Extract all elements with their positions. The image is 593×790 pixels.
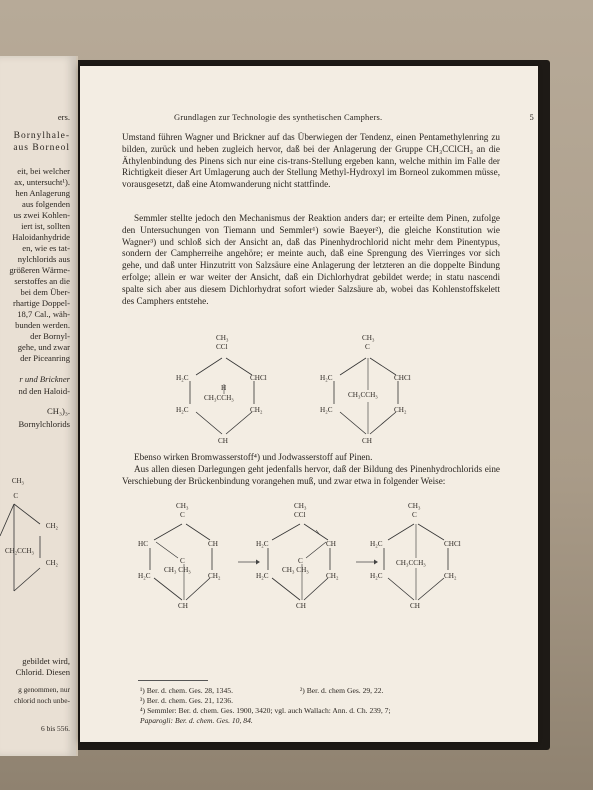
- atom-label: C: [365, 343, 370, 351]
- atom-label: CCl: [294, 511, 306, 519]
- structural-formula-1: [176, 334, 276, 449]
- footnote: ²) Ber. d. chem Ges. 29, 22.: [300, 686, 384, 695]
- atom-label: CH₃ CH₃: [164, 566, 191, 574]
- atom-label: H₂C: [256, 572, 269, 580]
- left-line: größeren Wärme-: [9, 265, 70, 275]
- left-line: Bornylhale-: [13, 131, 70, 141]
- atom-label: H₂C: [256, 540, 269, 548]
- atom-label: H₂C: [370, 540, 383, 548]
- left-footnote: 6 bis 556.: [41, 724, 70, 733]
- atom-label: H₂C: [370, 572, 383, 580]
- atom-label: CH₃: [362, 334, 375, 342]
- atom-label: CH₃: [294, 502, 307, 510]
- paragraph-1: [122, 132, 500, 191]
- left-line: us zwei Kohlen-: [13, 210, 70, 220]
- footnote: ⁴) Semmler: Ber. d. chem. Ges. 1900, 3420; vgl. auch Wallach: Ann. d. Ch. 239, 7;: [140, 706, 391, 715]
- left-formula-label: CH₂CCH₃: [5, 547, 34, 555]
- atom-label: H₂C: [320, 374, 333, 382]
- left-line: aus Borneol: [13, 143, 70, 153]
- atom-label: CH: [218, 437, 228, 445]
- footnote: Paparogli: Ber. d. chem. Ges. 10, 84.: [140, 716, 253, 725]
- atom-label: H₂C: [138, 572, 151, 580]
- paragraph-text: Aus allen diesen Darlegungen geht jedenfalls hervor, daß der Bildung des Pinenhydrochlorids eine Verschiebung der Brückenbindung vorangehen muß, und zwar etwa in folgender Weise:: [122, 464, 500, 486]
- atom-label: CH₃CCH₃: [348, 391, 378, 399]
- left-line: hen Anlagerung: [15, 188, 70, 198]
- left-footnote: chlorid noch unbe-: [14, 696, 70, 705]
- left-line: ers.: [57, 112, 70, 122]
- atom-label: CH₃: [408, 502, 421, 510]
- left-formula-label: CH₂: [45, 559, 58, 567]
- atom-label: H: [221, 384, 227, 392]
- page-number: 5: [529, 112, 534, 122]
- atom-label: CH: [178, 602, 188, 610]
- paragraph-2: [122, 213, 500, 307]
- atom-label: CH₃CCH₃: [204, 394, 234, 402]
- structural-formula-2: [320, 334, 420, 449]
- footnote-rule: [138, 680, 208, 681]
- atom-label: CH₃CCH₃: [396, 559, 426, 567]
- left-line: gebildet wird,: [22, 656, 70, 666]
- atom-label: CH: [326, 540, 336, 548]
- left-line: Bornylchlorids: [18, 419, 70, 429]
- left-line: gehe, und zwar: [17, 342, 70, 352]
- left-line: bei dem Über-: [20, 287, 70, 297]
- left-facing-page: [0, 56, 78, 756]
- running-header: [174, 112, 534, 122]
- atom-label: CH₃: [176, 502, 189, 510]
- atom-label: CH₂: [326, 572, 339, 580]
- footnote: ¹) Ber. d. chem. Ges. 28, 1345.: [140, 686, 233, 695]
- paragraph-4: [122, 464, 500, 488]
- atom-label: H₂C: [320, 406, 333, 414]
- left-line: ax, untersucht¹).: [14, 177, 70, 187]
- paragraph-3: [122, 452, 500, 464]
- left-line: der Bornyl-: [30, 331, 70, 341]
- left-line: Chlorid. Diesen: [15, 667, 70, 677]
- atom-label: C: [298, 557, 303, 565]
- atom-label: C: [180, 511, 185, 519]
- left-line: rhartige Doppel-: [12, 298, 70, 308]
- atom-label: CHCl: [444, 540, 461, 548]
- paragraph-text: Umstand führen Wagner und Brickner auf das Überwiegen der Tendenz, einen Pentamethylenring zu bilden, zurück und heben zugleich hervor, daß bei der Anlagerung der Gruppe CH₃CClCH₃ an die Äthylenbindung des Pinens sich nur eine cis-trans-Stellung ergeben kann, welche mithin im Falle der Richtigkeit dieser Art Umlagerung auch der Stellung Methyl-Hydroxyl im Borneol zukommen müsse, vorausgesetzt, daß eine Atomwanderung nicht stattfinde.: [122, 132, 500, 190]
- atom-label: CH₂: [208, 572, 221, 580]
- paragraph-text: Semmler stellte jedoch den Mechanismus der Reaktion anders dar; er erteilte dem Pinen, zufolge den Untersuchungen von Tiemann und Semmler¹) sowie Baeyer²), die gleiche Konstitution wie Wagner³) und schloß sich der Ansicht an, daß das Pinenhydrochlorid nicht mehr dem Pinentypus, sondern der Campherreihe angehöre; er meinte auch, daß eine Sprengung des Vierringes vor sich gehe, und daß unter Hinzutritt von Salzsäure eine Anlagerung der letzteren an die doppelte Bindung erfolge; allein er war weiter der Ansicht, daß ein Dichlorhydrat gebildet werde; in statu nascendi spalte sich aber aus diesem Dichlorhydrat sofort wieder Salzsäure ab, wobei das Kohlenstoffskelett des Camphers entstehe.: [122, 213, 500, 306]
- left-line: serstoffes an die: [14, 276, 70, 286]
- atom-label: CH₂: [394, 406, 407, 414]
- atom-label: CH: [410, 602, 420, 610]
- left-line: nylchlorids aus: [17, 254, 70, 264]
- left-line: nd den Haloid-: [18, 386, 70, 396]
- left-formula-label: CH₃: [11, 477, 24, 485]
- atom-label: CHCl: [250, 374, 267, 382]
- left-line: Haloidanhydride: [12, 232, 70, 242]
- structural-formula-5: [370, 502, 480, 614]
- left-line: iert ist, sollten: [21, 221, 70, 231]
- atom-label: CHCl: [394, 374, 411, 382]
- atom-label: CCl: [216, 343, 228, 351]
- left-footnote: g genommen, nur: [18, 685, 70, 694]
- book-page: [80, 66, 538, 742]
- atom-label: CH₂: [250, 406, 263, 414]
- atom-label: CH: [362, 437, 372, 445]
- footnote-row: [140, 706, 500, 716]
- footnote: ³) Ber. d. chem. Ges. 21, 1236.: [140, 696, 233, 705]
- atom-label: H₂C: [176, 406, 189, 414]
- structural-formula-4: [256, 502, 352, 614]
- atom-label: HC: [138, 540, 148, 548]
- left-line: en, wie es tat-: [22, 243, 70, 253]
- atom-label: CH₂: [444, 572, 457, 580]
- left-line: eit, bei welcher: [17, 166, 70, 176]
- left-line: CH₃)₃.: [47, 406, 70, 416]
- left-formula-label: CH₂: [45, 522, 58, 530]
- footnote-row: [140, 686, 500, 696]
- left-line: aus folgenden: [22, 199, 70, 209]
- atom-label: CH₃: [216, 334, 229, 342]
- atom-label: C: [180, 557, 185, 565]
- formula-bonds: [370, 502, 480, 614]
- footnote-row: [140, 716, 500, 726]
- structural-formula-3: [138, 502, 234, 614]
- left-line: 18,7 Cal., wäh-: [17, 309, 70, 319]
- formula-bonds: [138, 502, 234, 614]
- footnote-row: [140, 696, 500, 706]
- left-formula-bonds: [0, 496, 76, 606]
- left-line: der Piceanring: [20, 353, 70, 363]
- left-line: r und Brickner: [19, 374, 70, 384]
- left-line: bunden werden.: [15, 320, 70, 330]
- atom-label: CH₃ CH₃: [282, 566, 309, 574]
- atom-label: C: [412, 511, 417, 519]
- left-formula-label: C: [13, 492, 18, 500]
- header-title: Grundlagen zur Technologie des synthetischen Camphers.: [174, 112, 383, 122]
- atom-label: CH: [208, 540, 218, 548]
- atom-label: CH: [296, 602, 306, 610]
- paragraph-text: Ebenso wirken Bromwasserstoff⁴) und Jodwasserstoff auf Pinen.: [134, 452, 373, 462]
- atom-label: H₂C: [176, 374, 189, 382]
